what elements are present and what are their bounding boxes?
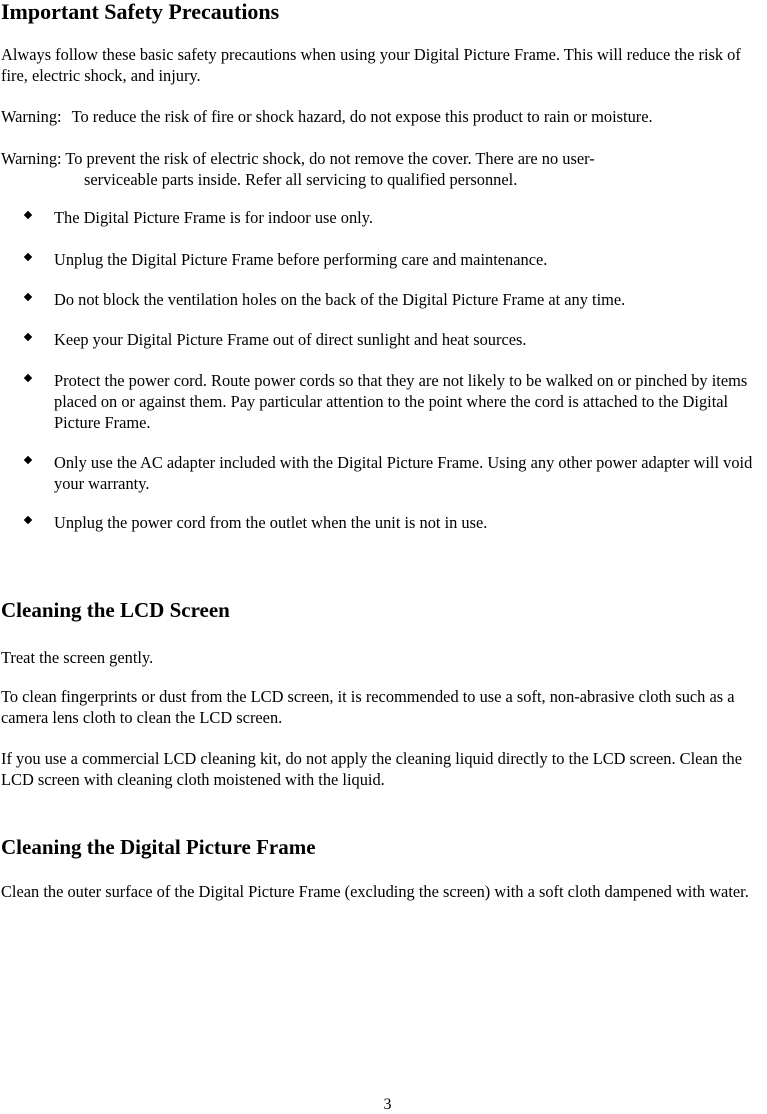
- warning-moisture: [1, 106, 767, 127]
- safety-intro: Always follow these basic safety precautions when using your Digital Picture Frame. This will reduce the risk of fire, electric shock, and injury.: [1, 45, 741, 85]
- warning-shock: [1, 148, 767, 190]
- page-number: 3: [383, 1096, 392, 1113]
- frame-heading: Cleaning the Digital Picture Frame: [1, 835, 316, 859]
- warning-shock-line2: serviceable parts inside. Refer all servicing to qualified personnel.: [84, 170, 518, 189]
- lcd-paragraph-1: Treat the screen gently.: [1, 648, 154, 667]
- diamond-bullet-icon: [24, 374, 32, 382]
- safety-heading: Important Safety Precautions: [1, 0, 280, 24]
- frame-paragraph-1: Clean the outer surface of the Digital Picture Frame (excluding the screen) with a soft cloth dampened with water.: [1, 882, 749, 901]
- document-page: Important Safety Precautions Always follow these basic safety precautions when using your Digital Picture Frame. This will reduce the risk of fire, electric shock, and injury. Warning: To reduce the risk of fire or shock hazard, do not expose this product to rain or moisture. Warning: To prevent the risk of electric shock, do not remove the cover. There are no user- serviceable parts inside. Refer all servicing to qualified personnel. The Digital Picture Frame is for indoor use only. Unplug the Digital Picture Frame before performing care and maintenance. Do not block the ventilation holes on the back of the Digital Picture Frame at any time. Keep your Digital Picture Frame out of direct sunlight and heat sources. Protect the power cord. Route power cords so that they are not likely to be walked on or pinched by items placed on or against them. Pay particular attention to the point where the cord is attached to the Digital Picture Frame. Only use the AC adapter included with the Digital Picture Frame. Using any other power adapter will void your warranty. Unplug the power cord from the outlet when the unit is not in use. Cleaning the LCD Screen Treat the screen gently. To clean fingerprints or dust from the LCD screen, it is recommended to use a soft, non-abrasive cloth such as a camera lens cloth to clean the LCD screen. If you use a commercial LCD cleaning kit, do not apply the cleaning liquid directly to the LCD screen. Clean the LCD screen with cleaning cloth moistened with the liquid. Cleaning the Digital Picture Frame Clean the outer surface of the Digital Picture Frame (excluding the screen) with a soft cloth dampened with water. 3: [0, 0, 767, 1112]
- lcd-heading: Cleaning the LCD Screen: [1, 598, 230, 622]
- diamond-bullet-icon: [24, 456, 32, 464]
- diamond-bullet-icon: [24, 293, 32, 301]
- diamond-bullet-icon: [24, 333, 32, 341]
- lcd-paragraph-3: If you use a commercial LCD cleaning kit, do not apply the cleaning liquid directly to the LCD screen. Clean the LCD screen with cleaning cloth moistened with the liquid.: [1, 749, 743, 789]
- warning-shock-line1: Warning: To prevent the risk of electric shock, do not remove the cover. There are no user-: [1, 149, 595, 168]
- warning-moisture-text: To reduce the risk of fire or shock hazard, do not expose this product to rain or moisture.: [71, 107, 653, 126]
- warning-label: Warning:: [1, 107, 62, 126]
- diamond-bullet-icon: [24, 253, 32, 261]
- lcd-paragraph-2: To clean fingerprints or dust from the LCD screen, it is recommended to use a soft, non-abrasive cloth such as a camera lens cloth to clean the LCD screen.: [1, 687, 735, 727]
- diamond-bullet-icon: [24, 516, 32, 524]
- diamond-bullet-icon: [24, 211, 32, 219]
